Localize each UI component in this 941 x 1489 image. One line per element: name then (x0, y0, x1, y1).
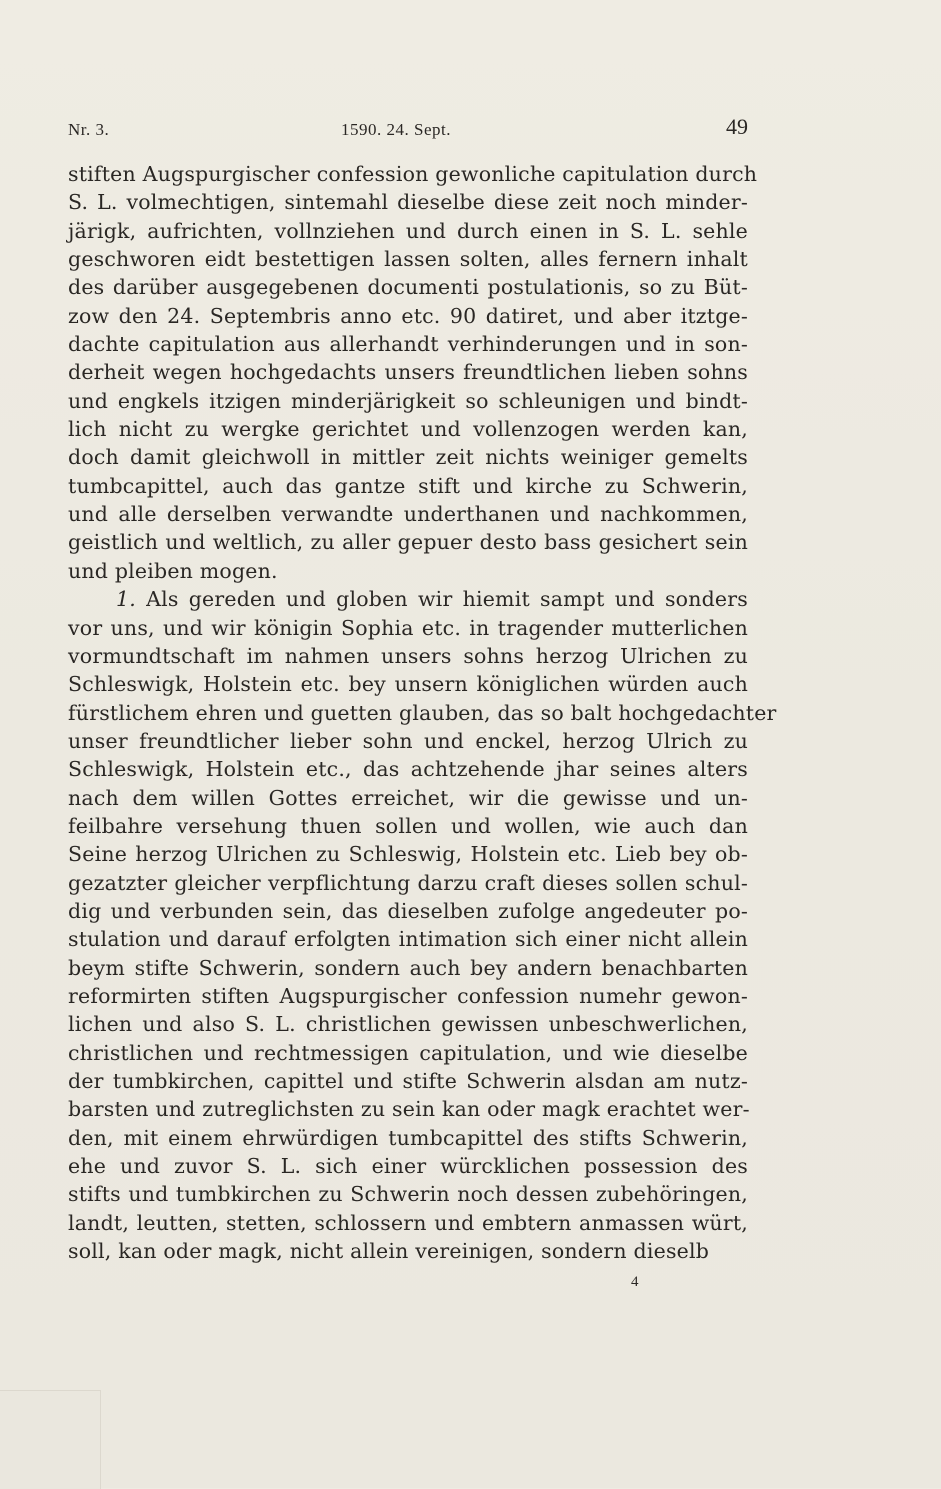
text-line: lichen und also S. L. christlichen gewissen unbeschwerlichen, (68, 1012, 748, 1037)
text-line: vor uns, und wir königin Sophia etc. in tragender mutterlichen (68, 615, 748, 640)
text-line: doch damit gleichwoll in mittler zeit nichts weiniger gemelts (68, 445, 748, 470)
text-line: des darüber ausgegebenen documenti postulationis, so zu Büt- (68, 275, 748, 300)
running-header (68, 114, 748, 144)
text-line: der tumbkirchen, capittel und stifte Schwerin alsdan am nutz- (68, 1069, 748, 1093)
text-line: geistlich und weltlich, zu aller gepuer desto bass gesichert sein (68, 530, 748, 555)
body-text (68, 160, 777, 1265)
text-line: und alle derselben verwandte underthanen und nachkommen, (68, 502, 748, 527)
text-line: den, mit einem ehrwürdigen tumbcapittel des stifts Schwerin, (68, 1125, 748, 1150)
text-line: gezatzter gleicher verpflichtung darzu craft dieses sollen schul- (68, 870, 748, 895)
text-line: reformirten stiften Augspurgischer confession numehr gewon- (68, 983, 748, 1008)
text-line: dig und verbunden sein, das dieselben zufolge angedeuter po- (68, 898, 748, 923)
text-line: vormundtschaft im nahmen unsers sohns herzog Ulrichen zu (68, 643, 748, 668)
text-line: soll, kan oder magk, nicht allein vereinigen, sondern dieselb (68, 1239, 710, 1264)
text-line: christlichen und rechtmessigen capitulation, und wie dieselbe (68, 1040, 748, 1065)
text-line: ehe und zuvor S. L. sich einer würcklichen possession des (68, 1154, 748, 1179)
text-line: tumbcapittel, auch das gantze stift und kirche zu Schwerin, (68, 473, 748, 498)
text-line: lich nicht zu wergke gerichtet und vollenzogen werden kan, (68, 417, 748, 442)
header-date: 1590. 24. Sept. (341, 120, 451, 139)
text-line: geschworen eidt bestettigen lassen solten, alles fernern inhalt (68, 247, 748, 272)
text-line: 1. Als gereden und globen wir hiemit sampt und sonders (116, 587, 748, 612)
text-line: stifts und tumbkirchen zu Schwerin noch dessen zubehöringen, (68, 1182, 748, 1207)
text-line: stiften Augspurgischer confession gewonliche capitulation durch (68, 162, 758, 186)
page-edge-shadow (0, 1390, 101, 1489)
text-line: Schleswigk, Holstein etc. bey unsern königlichen würden auch (68, 672, 748, 697)
text-line: beym stifte Schwerin, sondern auch bey andern benachbarten (68, 955, 748, 980)
text-line: barsten und zutreglichsten zu sein kan oder magk erachtet wer- (68, 1097, 750, 1122)
text-line: derheit wegen hochgedachts unsers freundtlichen lieben sohns (68, 360, 748, 385)
text-line: feilbahre versehung thuen sollen und wollen, wie auch dan (68, 813, 748, 838)
text-line: Schleswigk, Holstein etc., das achtzehende jhar seines alters (68, 757, 748, 782)
signature-mark: 4 (631, 1274, 639, 1290)
text-line: Seine herzog Ulrichen zu Schleswig, Holstein etc. Lieb bey ob- (68, 842, 748, 867)
page-number: 49 (726, 114, 748, 139)
text-line: nach dem willen Gottes erreichet, wir die gewisse und un- (68, 785, 748, 810)
text-line: und engkels itzigen minderjärigkeit so schleunigen und bindt- (68, 388, 748, 413)
document-number: Nr. 3. (68, 120, 110, 139)
text-line: järigk, aufrichten, vollnziehen und durch einen in S. L. sehle (68, 218, 748, 243)
text-line: fürstlichem ehren und guetten glauben, das so balt hochgedachter (68, 700, 777, 725)
text-line: S. L. volmechtigen, sintemahl dieselbe diese zeit noch minder- (68, 190, 748, 215)
text-line: stulation und darauf erfolgten intimation sich einer nicht allein (68, 927, 748, 952)
text-line: landt, leutten, stetten, schlossern und embtern anmassen würt, (68, 1210, 748, 1235)
text-line: unser freundtlicher lieber sohn und enckel, herzog Ulrich zu (68, 728, 748, 753)
text-line: und pleiben mogen. (68, 558, 278, 583)
text-line: zow den 24. Septembris anno etc. 90 datiret, und aber itztge- (68, 303, 748, 328)
text-line: dachte capitulation aus allerhandt verhinderungen und in son- (68, 332, 748, 357)
